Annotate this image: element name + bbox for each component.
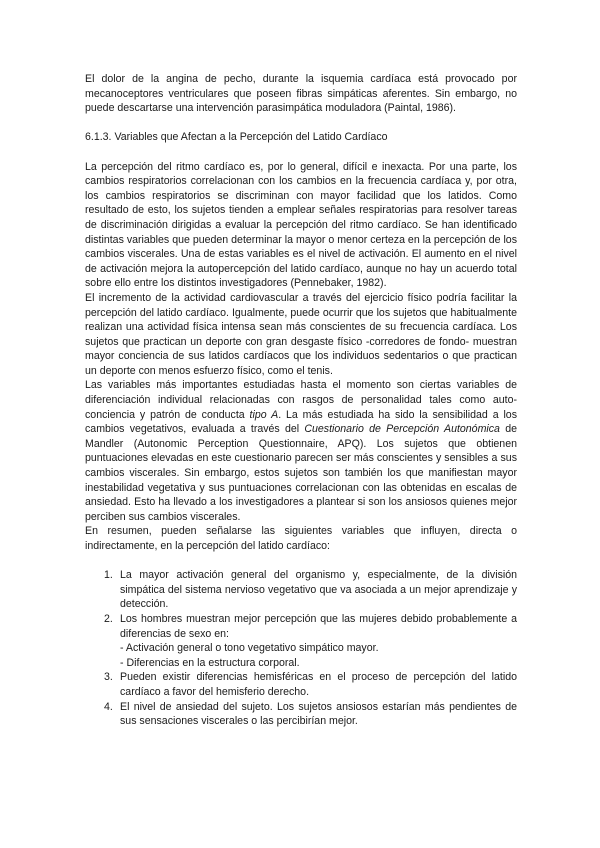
paragraph-2: El incremento de la actividad cardiovascular a través del ejercicio físico podría facilitar la percepción del latido cardíaco. Igualmente, puede ocurrir que los sujetos que habitualmente realizan una actividad física intensa sean más conscientes de su frecuencia cardíaca. Los sujetos que practican un deporte con gran desgaste físico -corredores de fondo- muestran mayor conciencia de sus latidos cardíacos que los individuos sedentarios o que practican un deporte con menos esfuerzo físico, como el tenis. [85,291,517,377]
paragraph-3-part-2: . La más estudiada ha sido la sensibilidad a los cambios vegetativos, evaluada a través del [85,408,517,436]
list-item-number: 3. [104,671,113,684]
paragraph-3-part-3: de Mandler (Autonomic Perception Questionnaire, APQ). Los sujetos que obtienen puntuaciones elevadas en este cuestionario parecen ser más conscientes y sensibles a sus cambios viscerales. Sin embargo, estos sujetos son también los que manifiestan mayor inestabilidad vegetativa y sus puntuaciones correlacionan con las obtenidas en escalas de ansiedad. Esto ha llevado a los investigadores a plantear si son los ansiosos quienes mejor perciben sus cambios viscerales. [85,423,517,523]
list-item-number: 2. [104,612,113,625]
list-item-text: Pueden existir diferencias hemisféricas en el proceso de percepción del latido cardíaco a favor del hemisferio derecho. [120,671,517,698]
paragraph-3 [85,378,517,524]
list-item-text: La mayor activación general del organismo y, especialmente, de la división simpática del sistema nervioso vegetativo que va asociada a un mejor aprendizaje y detección. [120,569,517,611]
paragraph-4: En resumen, pueden señalarse las siguientes variables que influyen, directa o indirectamente, en la percepción del latido cardíaco: [85,525,517,552]
list-item-text: El nivel de ansiedad del sujeto. Los sujetos ansiosos estarían más pendientes de sus sensaciones viscerales o las percibirían mejor. [120,700,517,728]
list-item [85,568,517,612]
section-heading: 6.1.3. Variables que Afectan a la Percepción del Latido Cardíaco [85,131,388,144]
list-item [85,700,517,729]
document-page [85,72,517,729]
list-subitem: - Activación general o tono vegetativo simpático mayor. [120,642,379,655]
paragraph-3-part-1: Las variables más importantes estudiadas hasta el momento son ciertas variables de diferenciación individual relacionadas con rasgos de personalidad tales como auto-conciencia y patrón de conducta [85,379,517,421]
questionnaire-title: Cuestionario de Percepción Autonómica [304,423,500,436]
tipo-a-term: tipo A [249,408,279,421]
intro-paragraph: El dolor de la angina de pecho, durante la isquemia cardíaca está provocado por mecanoceptores ventriculares que poseen fibras simpáticas aferentes. Sin embargo, no puede descartarse una intervención parasimpática moduladora (Paintal, 1986). [85,73,517,115]
list-item [85,612,517,670]
list-item-number: 4. [104,700,113,713]
paragraph-1: La percepción del ritmo cardíaco es, por lo general, difícil e inexacta. Por una parte, los cambios respiratorios correlacionan con los cambios en la frecuencia cardíaca y, por otra, los cambios respiratorios se discriminan con mayor facilidad que los latidos. Como resultado de esto, los sujetos tienden a emplear señales respiratorias para resolver tareas de discriminación dirigidas a evaluar la percepción del ritmo cardíaco. Se han identificado distintas variables que pueden determinar la mayor o menor certeza en la percepción de los cambios viscerales. Una de estas variables es el nivel de activación. El aumento en el nivel de activación mejora la autopercepción del latido cardíaco, aunque no hay un acuerdo total sobre ello entre los distintos investigadores (Pennebaker, 1982). [85,160,517,290]
variables-list [85,568,517,729]
list-item [85,670,517,699]
list-subitem: - Diferencias en la estructura corporal. [120,656,300,669]
list-item-number: 1. [104,569,113,582]
list-item-text: Los hombres muestran mejor percepción que las mujeres debido probablemente a diferencias de sexo en: [120,612,517,640]
